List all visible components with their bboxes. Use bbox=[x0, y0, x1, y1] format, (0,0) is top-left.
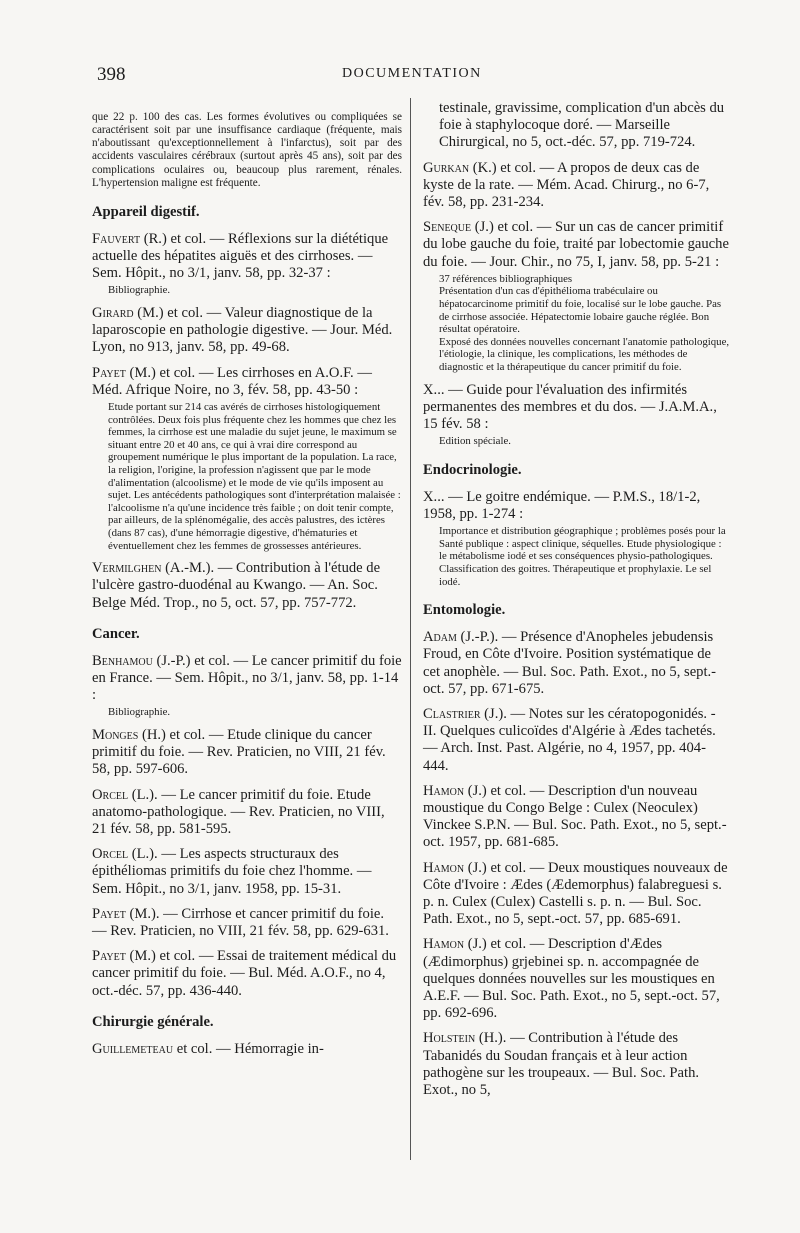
bibliography-entry bbox=[92, 1041, 402, 1058]
author: Girard (M.) bbox=[92, 304, 164, 321]
entry-text: . — Notes sur les cératopogonidés. - II. Quelques culicoïdes d'Algérie à Ædes tachetés. — Arch. Inst. Past. Algérie, no 4, 1957, pp. 404-444. bbox=[423, 705, 716, 774]
entry-text: . — Contribution à l'étude des Tabanidés du Soudan français et à leur action pathogène sur les troupeaux. — Bul. Soc. Path. Exot., no 5, bbox=[423, 1030, 700, 1099]
entry-note: Bibliographie. bbox=[108, 284, 171, 297]
section-heading: Endocrinologie. bbox=[423, 461, 522, 478]
note-paragraph: Exposé des données nouvelles concernant l'anatomie pathologique, l'étiologie, la clinique, les complications, les méthodes de diagnostic et la thérapeutique du cancer primitif du foie. bbox=[439, 335, 730, 373]
entry-note bbox=[423, 273, 730, 374]
author: Hamon (J.) bbox=[423, 782, 487, 799]
author: Gurkan (K.) bbox=[423, 159, 497, 176]
entry-text: — Guide pour l'évaluation des infirmités permanentes des membres et du dos. — J.A.M.A., 15 fév. 58 : bbox=[423, 381, 717, 432]
author: Clastrier (J.) bbox=[423, 705, 504, 722]
running-head: DOCUMENTATION bbox=[342, 66, 482, 81]
bibliography-entry bbox=[423, 489, 730, 523]
bibliography-entry bbox=[92, 906, 402, 940]
author: Payet (M.) bbox=[92, 948, 156, 965]
bibliography-entry bbox=[92, 305, 402, 357]
entry-text: et col. — Sur un cas de cancer primitif du lobe gauche du foie, traité par lobectomie gauche du foie. — Jour. Chir., no 75, I, janv. 58, pp. 5-21 : bbox=[423, 219, 729, 270]
author: Orcel (L.) bbox=[92, 846, 155, 863]
entry-text: et col. — Hémorragie in- bbox=[173, 1040, 324, 1057]
note-line: 37 références bibliographiques bbox=[439, 272, 573, 285]
author: Hamon (J.) bbox=[423, 936, 487, 953]
author: X... bbox=[423, 381, 445, 398]
bibliography-entry bbox=[423, 1030, 730, 1099]
author: X... bbox=[423, 488, 445, 505]
entry-text: et col. — Essai de traitement médical du cancer primitif du foie. — Bul. Méd. A.O.F., no 4, oct.-déc. 57, pp. 436-440. bbox=[92, 948, 397, 999]
entry-text: et col. — Réflexions sur la diététique actuelle des hépatites aiguës et des cirrhoses. — Sem. Hôpit., no 3/1, janv. 58, pp. 32-37 : bbox=[92, 230, 389, 282]
bibliography-entry bbox=[92, 948, 402, 1000]
left-column bbox=[92, 100, 402, 1066]
section-heading: Chirurgie générale. bbox=[92, 1013, 214, 1030]
bibliography-entry bbox=[423, 219, 730, 271]
entry-text: . — Présence d'Anopheles jebudensis Froud, en Côte d'Ivoire. Position systématique de cet anophèle. — Bul. Soc. Path. Exot., no 5, sept.-oct. 57, pp. 671-675. bbox=[423, 629, 717, 697]
bibliography-entry bbox=[423, 860, 730, 929]
section-heading: Appareil digestif. bbox=[92, 203, 200, 220]
entry-abstract: Etude portant sur 214 cas avérés de cirrhoses histologiquement contrôlées. Deux fois plus fréquente chez les hommes que chez les femmes, la cirrhose est une maladie du sujet jeune, le maximum se situant entre 20 et 40 ans, ce qui à vrai dire correspond au groupement numérique le plus important de la population. La race, la religion, l'origine, la profession n'agissent que par le mode d'alimentation (alcoolisme) et le mode de vie qu'ils imposent au sujet. Les antécédents pathologiques sont d'interprétation malaisée : l'alcoolisme n'a qu'une incidence très faible ; on doit tenir compte, par ailleurs, de la splénomégalie, des accès palustres, des ictères (dans 87 cas), d'une hémorragie digestive, d'hématuries et éventuellement chez les femmes de grossesses antérieures. bbox=[108, 400, 401, 552]
entry-continuation: testinale, gravissime, complication d'un abcès du foie à staphylocoque doré. — Marseille Chirurgical, no 5, oct.-déc. 57, pp. 719-724. bbox=[439, 100, 725, 151]
entry-text: . — Le cancer primitif du foie. Etude anatomo-pathologique. — Rev. Praticien, no VIII, 21 fév. 58, pp. 581-595. bbox=[92, 786, 385, 837]
section-heading: Entomologie. bbox=[423, 602, 506, 619]
bibliography-entry bbox=[92, 787, 402, 839]
author: Payet (M.) bbox=[92, 364, 156, 381]
bibliography-entry bbox=[92, 653, 402, 705]
author: Hamon (J.) bbox=[423, 859, 487, 876]
entry-text: . — Cirrhose et cancer primitif du foie. — Rev. Praticien, no VIII, 21 fév. 58, pp. 629-631. bbox=[92, 905, 389, 939]
bibliography-entry bbox=[92, 727, 402, 779]
bibliography-entry bbox=[92, 365, 402, 399]
page-header bbox=[0, 64, 800, 88]
author: Guillemeteau bbox=[92, 1040, 174, 1057]
entry-text: . — Les aspects structuraux des épithéliomas primitifs du foie chez l'homme. — Sem. Hôpit., no 3/1, janv. 1958, pp. 15-31. bbox=[92, 846, 372, 897]
bibliography-entry bbox=[423, 382, 730, 434]
right-column bbox=[423, 100, 730, 1107]
author: Adam (J.-P.) bbox=[423, 629, 495, 646]
author: Vermilghen (A.-M.) bbox=[92, 560, 211, 577]
author: Holstein (H.) bbox=[423, 1030, 503, 1047]
entry-text: . — Contribution à l'étude de l'ulcère gastro-duodénal au Kwango. — An. Soc. Belge Méd. Trop., no 5, oct. 57, pp. 757-772. bbox=[92, 560, 381, 611]
bibliography-entry bbox=[423, 160, 730, 212]
author: Payet (M.) bbox=[92, 905, 156, 922]
section-heading: Cancer. bbox=[92, 625, 140, 642]
entry-text: — Le goitre endémique. — P.M.S., 18/1-2, 1958, pp. 1-274 : bbox=[423, 488, 701, 522]
author: Benhamou (J.-P.) bbox=[92, 652, 191, 669]
bibliography-entry bbox=[92, 560, 402, 612]
bibliography-entry bbox=[423, 706, 730, 775]
bibliography-entry bbox=[92, 846, 402, 898]
author: Orcel (L.) bbox=[92, 786, 155, 803]
entry-note: Edition spéciale. bbox=[439, 435, 511, 448]
bibliography-entry bbox=[423, 629, 730, 698]
column-divider bbox=[410, 98, 411, 1160]
continued-note: que 22 p. 100 des cas. Les formes évolutives ou compliquées se caractérisent soit par une insuffisance cardiaque (fréquente, mais n'aboutissant qu'exceptionnellement à l'infarctus), soit par des accidents vasculaires cérébraux (surtout après 45 ans), soit par des complications oculaires ou, beaucoup plus rarement, rénales. L'hypertension maligne est fréquente. bbox=[92, 111, 402, 189]
entry-text: et col. — Description d'un nouveau moustique du Congo Belge : Culex (Neoculex) Vinckee S.P.N. — Bul. Soc. Path. Exot., no 5, sept.-oct. 1957, pp. 681-685. bbox=[423, 782, 727, 851]
page-number: 398 bbox=[97, 64, 126, 85]
entry-text: et col. — Les cirrhoses en A.O.F. — Méd. Afrique Noire, no 3, fév. 58, pp. 43-50 : bbox=[92, 364, 372, 398]
entry-abstract: Importance et distribution géographique ; problèmes posés pour la Santé publique : aspect clinique, séquelles. Etude physiologique : le métabolisme iodé et ses conséquences physio-pathologiques. Classification des goitres. Thérapeutique et prophylaxie. Le sel iodé. bbox=[439, 525, 726, 588]
entry-note: Bibliographie. bbox=[108, 706, 171, 719]
note-paragraph: Présentation d'un cas d'épithélioma trabéculaire ou hépatocarcinome primitif du foie, localisé sur le lobe gauche. Pas de cirrhose associée. Hépatectomie lobaire gauche réglée. Bon résultat opératoire. bbox=[439, 285, 722, 336]
entry-text: et col. — A propos de deux cas de kyste de la rate. — Mém. Acad. Chirurg., no 6-7, fév. 58, pp. 231-234. bbox=[423, 159, 710, 211]
entry-text: et col. — Etude clinique du cancer primitif du foie. — Rev. Praticien, no VIII, 21 fév. 58, pp. 597-606. bbox=[92, 726, 386, 778]
bibliography-entry bbox=[423, 783, 730, 852]
author: Seneque (J.) bbox=[423, 219, 494, 236]
entry-text: et col. — Deux moustiques nouveaux de Côte d'Ivoire : Ædes (Ædemorphus) falabreguesi s. p. n. Culex (Culex) Castelli s. p. n. — Bul. Soc. Path. Exot., no 5, sept.-oct. 57, pp. 685-691. bbox=[423, 859, 728, 928]
bibliography-entry bbox=[423, 936, 730, 1022]
author: Monges (H.) bbox=[92, 726, 166, 743]
entry-text: et col. — Le cancer primitif du foie en France. — Sem. Hôpit., no 3/1, janv. 58, pp. 1-14 : bbox=[92, 652, 402, 704]
entry-text: et col. — Description d'Ædes (Ædimorphus) grjebinei sp. n. accompagnée de quelques données nouvelles sur les moustiques en A.E.F. — Bul. Soc. Path. Exot., no 5, sept.-oct. 57, pp. 692-696. bbox=[423, 936, 720, 1022]
entry-text: et col. — Valeur diagnostique de la laparoscopie en pathologie digestive. — Jour. Méd. Lyon, no 913, janv. 58, pp. 49-68. bbox=[92, 304, 393, 356]
author: Fauvert (R.) bbox=[92, 230, 167, 247]
bibliography-entry bbox=[92, 231, 402, 283]
